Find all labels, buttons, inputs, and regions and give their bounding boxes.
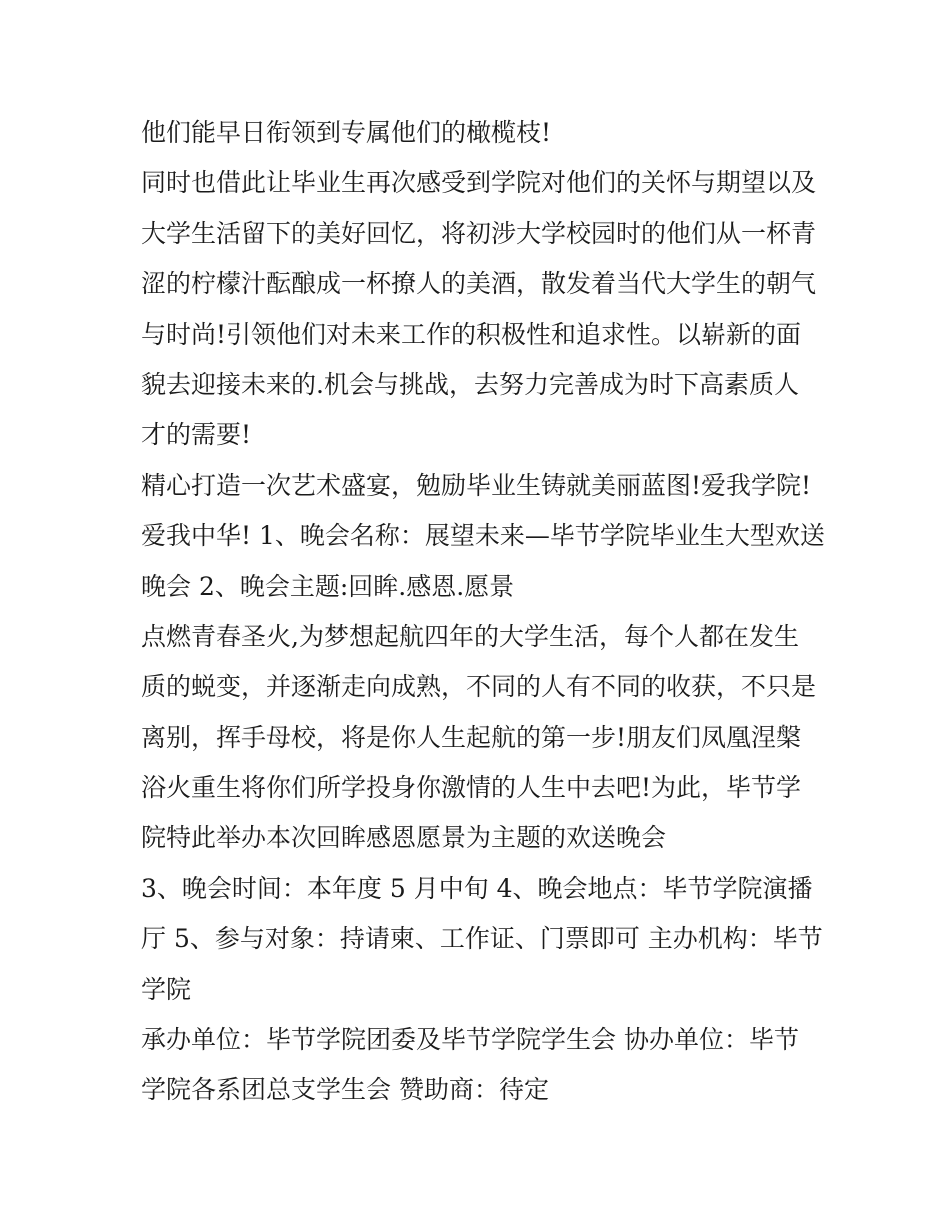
- text-line: 涩的柠檬汁酝酿成一杯撩人的美酒，散发着当代大学生的朝气: [141, 269, 817, 299]
- text-line: 院特此举办本次回眸感恩愿景为主题的欢送晚会: [141, 823, 667, 853]
- text-line: 离别，挥手母校，将是你人生起航的第一步!朋友们凤凰涅槃: [141, 722, 802, 752]
- text-line: 大学生活留下的美好回忆，将初涉大学校园时的他们从一杯青: [141, 218, 817, 248]
- text-line: 承办单位：毕节学院团委及毕节学院学生会 协办单位：毕节: [141, 1025, 799, 1055]
- text-line: 厅 5、参与对象：持请柬、工作证、门票即可 主办机构：毕节: [141, 924, 823, 954]
- text-line: 3、晚会时间：本年度 5 月中旬 4、晚会地点：毕节学院演播: [141, 873, 813, 903]
- text-line: 浴火重生将你们所学投身你激情的人生中去吧!为此，毕节学: [141, 773, 802, 803]
- text-line: 学院: [141, 974, 192, 1004]
- text-line: 精心打造一次艺术盛宴，勉励毕业生铸就美丽蓝图!爱我学院!: [141, 470, 812, 500]
- text-line: 点燃青春圣火,为梦想起航四年的大学生活，每个人都在发生: [141, 621, 799, 651]
- text-line: 学院各系团总支学生会 赞助商：待定: [141, 1075, 549, 1105]
- text-line: 貌去迎接未来的.机会与挑战，去努力完善成为时下高素质人: [141, 369, 799, 399]
- text-line: 同时也借此让毕业生再次感受到学院对他们的关怀与期望以及: [141, 168, 817, 198]
- text-line: 爱我中华! 1、晚会名称：展望未来—毕节学院毕业生大型欢送: [141, 521, 825, 551]
- document-body: [141, 108, 825, 1116]
- text-line: 晚会 2、晚会主题:回眸.感恩.愿景: [141, 571, 515, 601]
- text-line: 他们能早日衔领到专属他们的橄榄枝!: [141, 118, 552, 147]
- text-line: 才的需要!: [141, 420, 252, 450]
- text-line: 与时尚!引领他们对未来工作的积极性和追求性。以崭新的面: [141, 319, 802, 349]
- text-line: 质的蜕变，并逐渐走向成熟，不同的人有不同的收获，不只是: [141, 672, 817, 702]
